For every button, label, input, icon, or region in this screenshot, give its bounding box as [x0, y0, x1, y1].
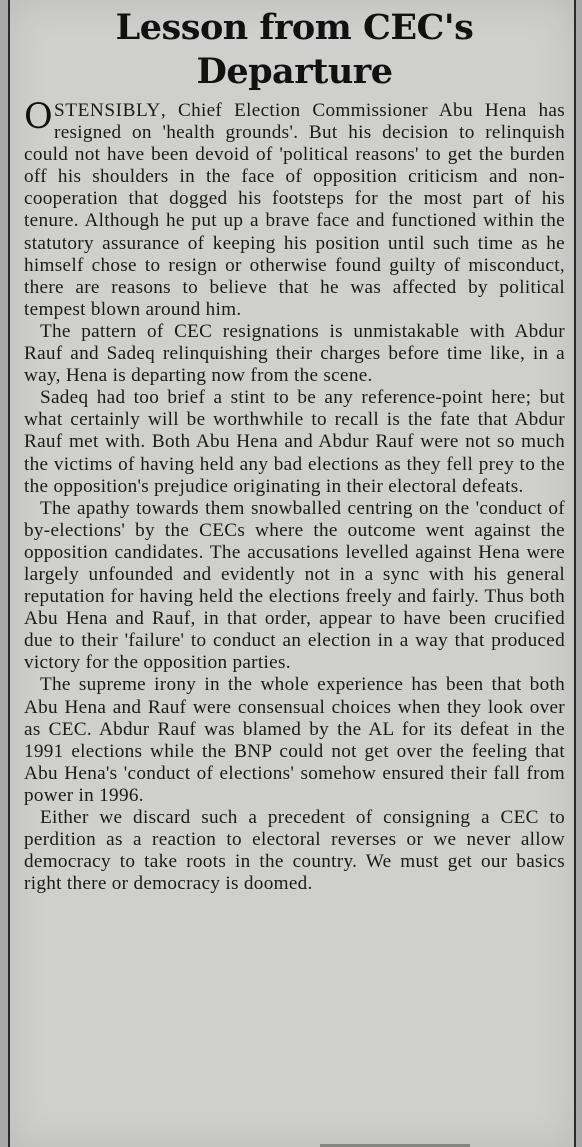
drop-cap: O [24, 97, 53, 137]
paragraph-5: The supreme irony in the whole experience has been that both Abu Hena and Rauf were consensual choices when they look over as CEC. Abdur Rauf was blamed by the AL for its defeat in the 1991 elections while the BNP could not get over the feeling that Abu Hena's 'conduct of elections' somehow ensured their fall from power in 1996. [24, 674, 565, 806]
headline-line-2: Departure [196, 51, 393, 92]
paragraph-3: Sadeq had too brief a stint to be any reference-point here; but what certainly will be worthwhile to recall is the fate that Abdur Rauf met with. Both Abu Hena and Abdur Rauf were not so much the victims of having held any bad elections as they fell prey to the the opposition's prejudice originating in their electoral defeats. [24, 387, 565, 497]
column-rule-right [574, 0, 576, 1147]
column-rule-left [8, 0, 10, 1147]
lead-word: STENSIBLY [54, 100, 161, 121]
paragraph-4: The apathy towards them snowballed centring on the 'conduct of by-elections' by the CECs where the outcome went against the opposition candidates. The accusations levelled against Hena were largely unfounded and evidently not in a sync with his general reputation for having held the elections freely and fairly. Thus both Abu Hena and Rauf, in that order, appear to have been crucified due to their 'failure' to conduct an election in a way that produced victory for the opposition parties. [24, 497, 565, 674]
paragraph-1-text: , Chief Election Commissioner Abu Hena has resigned on 'health grounds'. But his decision to relinquish could not have been devoid of 'political reasons' to get the burden off his shoulders in the face of opposition criticism and non-cooperation that dogged his footsteps for the most part of his tenure. Although he put up a brave face and functioned within the statutory assurance of keeping his position until such time as he himself chose to resign or otherwise found guilty of misconduct, there are reasons to believe that he was affected by political tempest blown around him. [24, 100, 565, 320]
paragraph-1 [24, 97, 565, 321]
headline [24, 6, 565, 94]
paragraph-6: Either we discard such a precedent of consigning a CEC to perdition as a reaction to electoral reverses or we never allow democracy to take roots in the country. We must get our basics right there or democracy is doomed. [24, 807, 565, 895]
headline-line-1: Lesson from CEC's [115, 7, 474, 48]
editorial-article [24, 6, 565, 895]
cut-off-text-fragment [320, 1140, 470, 1147]
article-body [24, 97, 565, 895]
paragraph-2: The pattern of CEC resignations is unmistakable with Abdur Rauf and Sadeq relinquishing their charges before time like, in a way, Hena is departing now from the scene. [24, 320, 565, 387]
